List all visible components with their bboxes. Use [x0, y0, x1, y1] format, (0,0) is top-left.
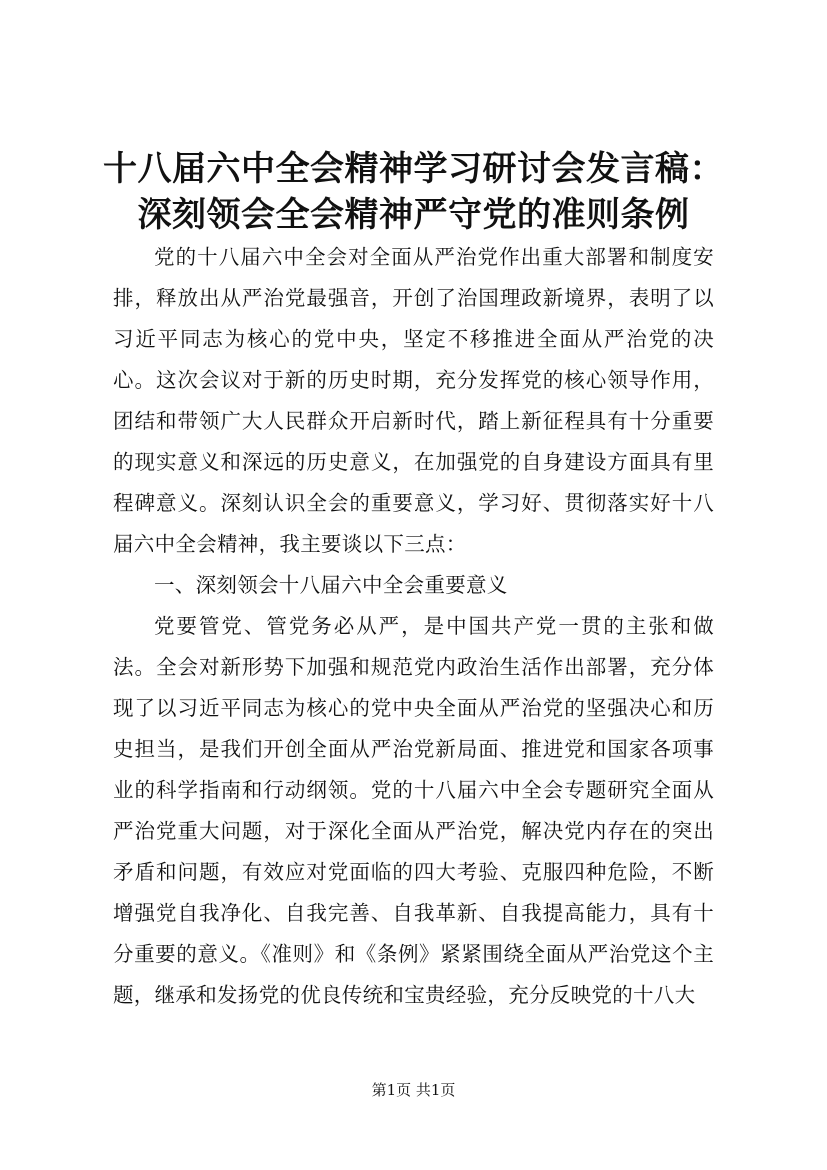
paragraph-intro: 党的十八届六中全会对全面从严治党作出重大部署和制度安排，释放出从严治党最强音，开创了治国理政新境界，表明了以习近平同志为核心的党中央，坚定不移推进全面从严治党的决心。这次会议对于新的历史时期，充分发挥党的核心领导作用，团结和带领广大人民群众开启新时代，踏上新征程具有十分重要的现实意义和深远的历史意义，在加强党的自身建设方面具有里程碑意义。深刻认识全会的重要意义，学习好、贯彻落实好十八届六中全会精神，我主要谈以下三点： [113, 245, 714, 556]
document-body [113, 237, 714, 1016]
document-title: 十八届六中全会精神学习研讨会发言稿：深刻领会全会精神严守党的准则条例 [103, 149, 724, 235]
page-footer: 第1页 共1页 [371, 1081, 456, 1099]
section-heading-1: 一、深刻领会十八届六中全会重要意义 [154, 573, 508, 597]
paragraph-section-1: 党要管党、管党务必从严，是中国共产党一贯的主张和做法。全会对新形势下加强和规范党内政治生活作出部署，充分体现了以习近平同志为核心的党中央全面从严治党的坚强决心和历史担当，是我们开创全面从严治党新局面、推进党和国家各项事业的科学指南和行动纲领。党的十八届六中全会专题研究全面从严治党重大问题，对于深化全面从严治党，解决党内存在的突出矛盾和问题，有效应对党面临的四大考验、克服四种危险，不断增强党自我净化、自我完善、自我革新、自我提高能力，具有十分重要的意义。《准则》和《条例》紧紧围绕全面从严治党这个主题，继承和发扬党的优良传统和宝贵经验，充分反映党的十八大 [113, 614, 714, 1007]
